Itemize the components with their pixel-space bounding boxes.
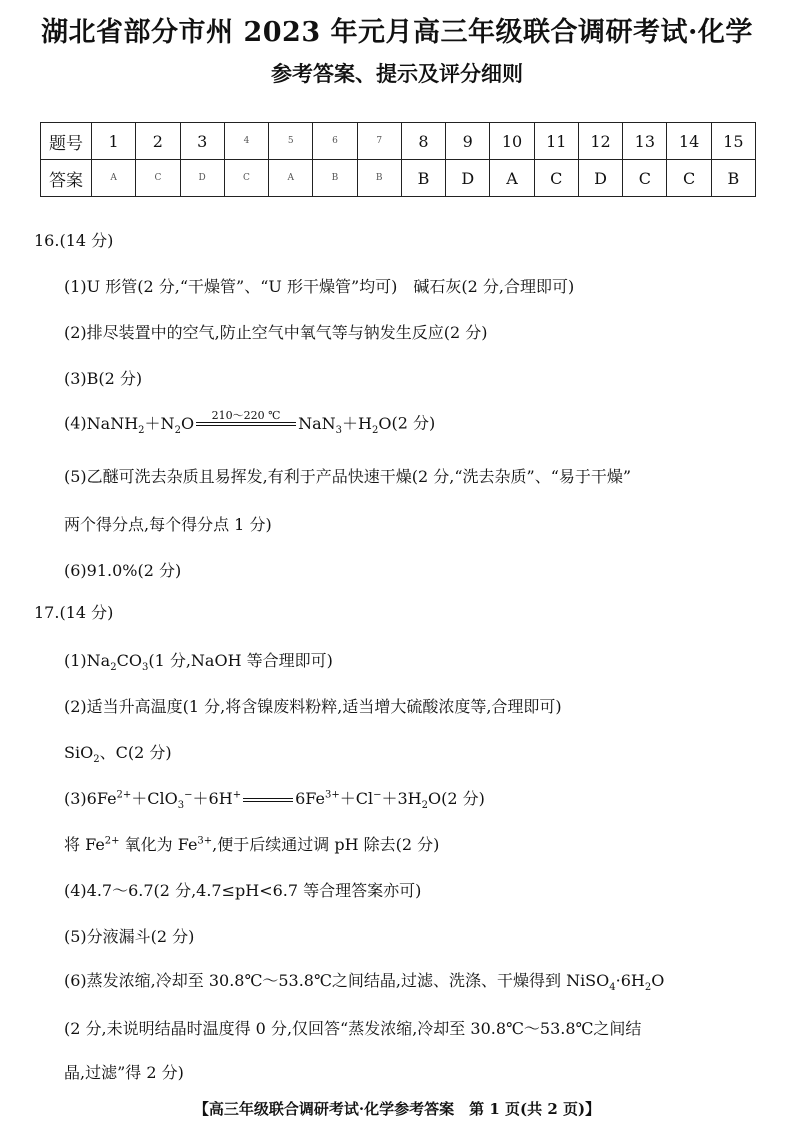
answer-cell: C: [136, 160, 180, 197]
answer-cell: C: [534, 160, 578, 197]
answer-cell: B: [357, 160, 401, 197]
q17-part6-formula: $NiSO_4\cdot 6H_2O$: [566, 971, 665, 994]
page-title: 湖北省部分市州 2023 年元月高三年级联合调研考试·化学: [41, 17, 753, 48]
number-cell: 8: [401, 123, 445, 160]
answer-cell: B: [401, 160, 445, 197]
q16-equation-left: $NaNH_2+N_2O$: [86, 413, 195, 436]
q16-part4-prefix: (4): [64, 413, 87, 433]
q16-part5-line2: 两个得分点,每个得分点 1 分): [64, 515, 272, 534]
answer-row: [41, 160, 756, 197]
answer-cell: C: [623, 160, 667, 197]
number-row-label: 题号: [41, 123, 92, 160]
number-cell: 14: [667, 123, 711, 160]
answer-cell: C: [667, 160, 711, 197]
q17-part3-prefix: (3): [64, 789, 87, 808]
q17-part4: (4)4.7～6.7(2 分,4.7≤pH<6.7 等合理答案亦可): [64, 881, 422, 900]
number-cell: 9: [446, 123, 490, 160]
q17-part3b-text-b: 氧化为 Fe: [119, 835, 198, 854]
q17-part6-text: (6)蒸发浓缩,冷却至 30.8℃～53.8℃之间结晶,过滤、洗涤、干燥得到: [64, 971, 567, 990]
q16-part2: (2)排尽装置中的空气,防止空气中氧气等与钠发生反应(2 分): [64, 323, 488, 342]
q17-part6-line2: (2 分,未说明结晶时温度得 0 分,仅回答“蒸发浓缩,冷却至 30.8℃～53.8℃之间结: [64, 1019, 642, 1038]
q17-part3b-text-c: ,便于后续通过调 pH 除去(2 分): [212, 835, 440, 854]
number-cell: 7: [357, 123, 401, 160]
q17-part2b-score: (2 分): [127, 743, 172, 762]
page-subtitle: 参考答案、提示及评分细则: [271, 61, 523, 86]
number-cell: 4: [224, 123, 268, 160]
number-cell: 6: [313, 123, 357, 160]
answer-cell: B: [313, 160, 357, 197]
number-cell: 3: [180, 123, 224, 160]
q17-part6-line1: [64, 968, 664, 993]
q17-part3b: 将 $Fe^{2+}$ 氧化为 $Fe^{3+}$,便于后续通过调 pH 除去(2 分): [64, 835, 440, 854]
q17-equation-right: $6Fe^{3+}+Cl^-+3H_2O$: [295, 789, 442, 812]
q16-equation-right: $NaN_3+H_2O$: [298, 413, 392, 436]
q17-part1: [64, 648, 333, 673]
number-cell: 10: [490, 123, 534, 160]
page-footer: 【高三年级联合调研考试·化学参考答案 第 1 页(共 2 页)】: [193, 1100, 601, 1118]
reaction-condition: 210～220 ℃: [211, 409, 281, 422]
q17-part2: (2)适当升高温度(1 分,将含镍废料粉粹,适当增大硫酸浓度等,合理即可): [64, 697, 562, 716]
reaction-arrow: [196, 410, 296, 438]
answer-cell: D: [446, 160, 490, 197]
answer-cell: A: [92, 160, 136, 197]
equals-sign: [243, 798, 293, 802]
answer-cell: D: [578, 160, 622, 197]
answer-row-label: 答案: [41, 160, 92, 197]
q16-part1: (1)U 形管(2 分,“干燥管”、“U 形干燥管”均可) 碱石灰(2 分,合理即可): [64, 277, 575, 296]
answer-cell: B: [711, 160, 755, 197]
q16-part3: (3)B(2 分): [64, 369, 143, 388]
q17-part1-formula: $Na_2CO_3$: [86, 651, 149, 674]
q17-part2b: [64, 740, 172, 765]
q17-equation-left: $6Fe^{2+}+ClO_3^-+6H^+$: [86, 789, 242, 812]
q17-part3: [64, 786, 485, 811]
number-cell: 13: [623, 123, 667, 160]
q17-part1-prefix: (1): [64, 651, 87, 670]
q16-part4-score: (2 分): [391, 413, 436, 433]
answer-table: [40, 122, 756, 197]
number-cell: 12: [578, 123, 622, 160]
q17-part6-line3: 晶,过滤”得 2 分): [64, 1063, 184, 1082]
q16-heading: 16.(14 分): [34, 231, 114, 250]
number-cell: 15: [711, 123, 755, 160]
q17-part3-score: (2 分): [441, 789, 485, 808]
q17-heading: 17.(14 分): [34, 603, 114, 622]
q16-part6: (6)91.0%(2 分): [64, 561, 182, 580]
answer-cell: D: [180, 160, 224, 197]
number-cell: 11: [534, 123, 578, 160]
number-cell: 2: [136, 123, 180, 160]
q16-part5-line1: (5)乙醚可洗去杂质且易挥发,有利于产品快速干燥(2 分,“洗去杂质”、“易于干燥”: [64, 467, 632, 486]
q16-part4: [64, 410, 435, 438]
number-row: [41, 123, 756, 160]
q17-part2b-formula: SiO$_2$、C: [64, 743, 128, 766]
number-cell: 1: [92, 123, 136, 160]
answer-cell: A: [490, 160, 534, 197]
q17-part5: (5)分液漏斗(2 分): [64, 927, 195, 946]
q17-part1-score: (1 分,NaOH 等合理即可): [148, 651, 333, 670]
answer-cell: C: [224, 160, 268, 197]
number-cell: 5: [269, 123, 313, 160]
answer-cell: A: [269, 160, 313, 197]
q17-part3b-text-a: 将 Fe: [64, 835, 105, 854]
